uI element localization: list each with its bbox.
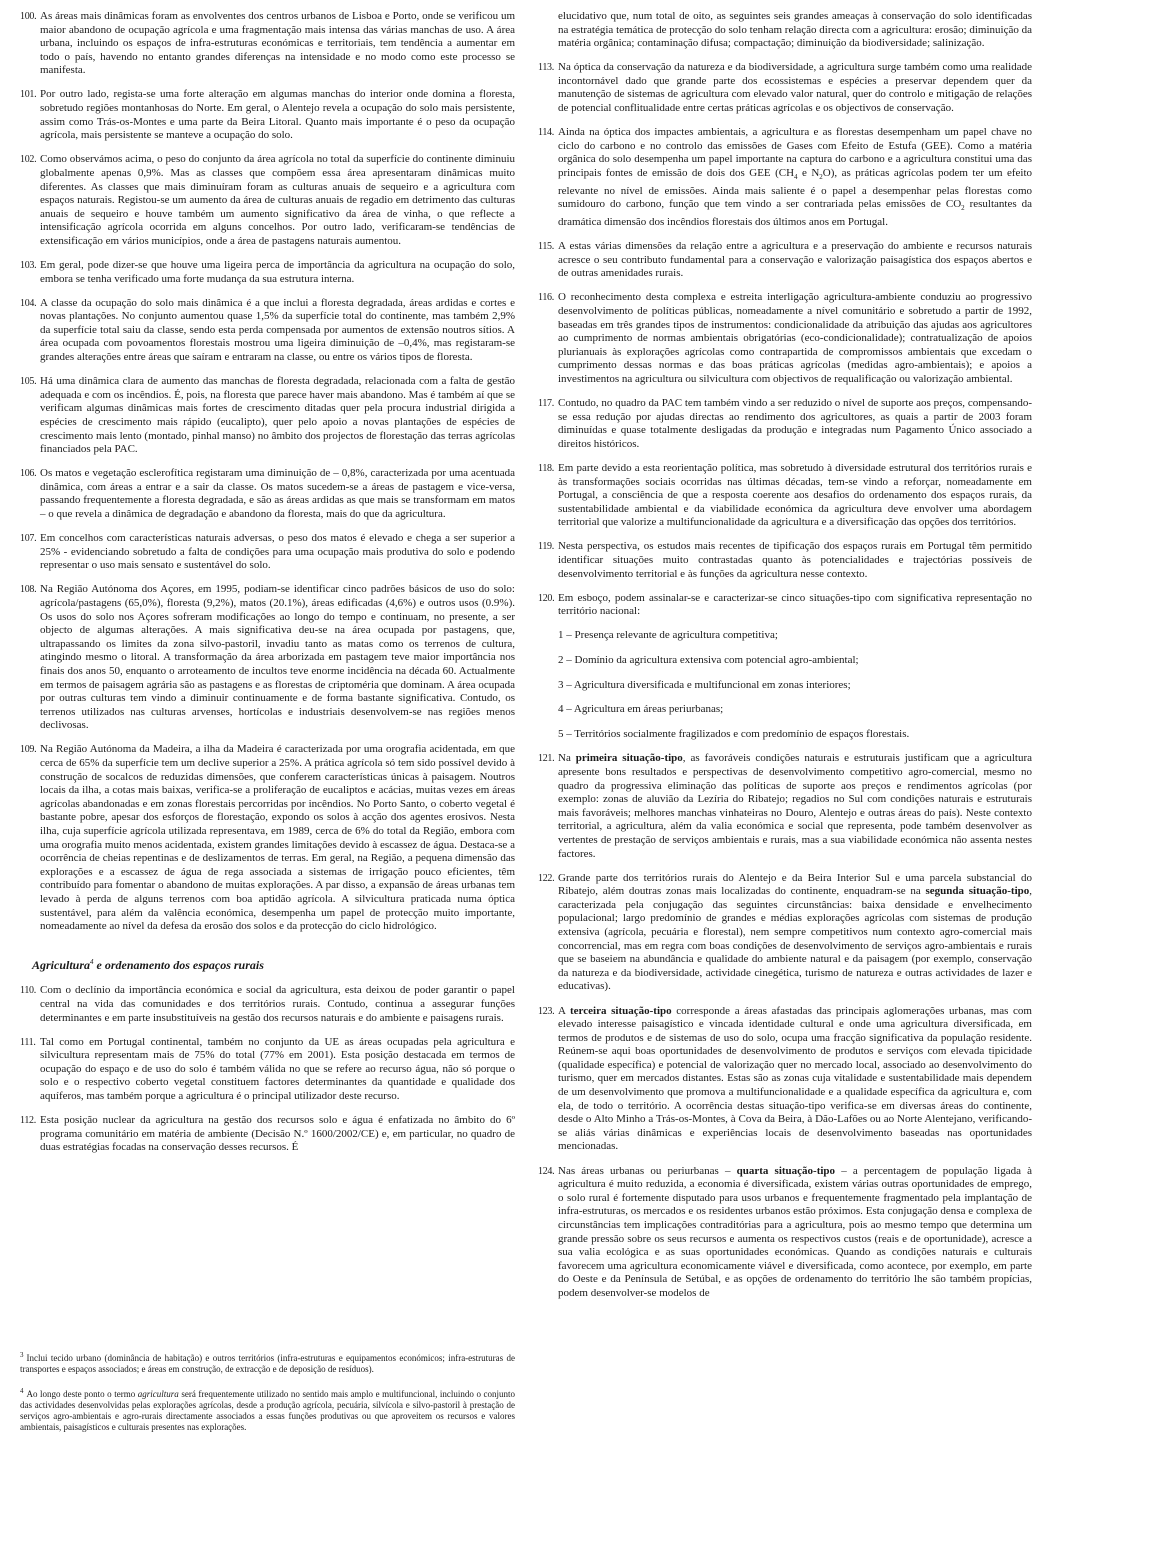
paragraph-text: Em concelhos com características naturais adversas, o peso dos matos é elevado e chega a ser superior a 25% - evidenciando sobretudo a falta de condições para uma ocupação mais produtiva do solo e podendo representar o uso mais sensato e sustentável do solo. xyxy=(40,532,515,572)
paragraph-text xyxy=(558,752,1032,861)
paragraph-text: Na óptica da conservação da natureza e da biodiversidade, a agricultura surge também como uma realidade incontornável dado que grande parte dos ecossistemas e espécies a preservar dependem quer da manutenção de sistemas de agricultura com elevado valor natural, quer do controlo e mitigação de relações de potencial conflitualidade entre certas práticas agrícolas e os objectivos de conservação. xyxy=(558,61,1032,115)
paragraph-text: Contudo, no quadro da PAC tem também vindo a ser reduzido o nível de suporte aos preços, compensando-se essa redução por ajudas directas ao rendimento dos agricultores, as quais a partir de 2003 foram diminuídas e quase totalmente desligadas da produção e integradas num Pagamento Único associado a direitos históricos. xyxy=(558,397,1032,450)
paragraph-text: As áreas mais dinâmicas foram as envolventes dos centros urbanos de Lisboa e Porto, onde se verificou um maior abandono de ocupação agrícola e uma fragmentação mais intensa das várias manchas de uso. A área urbana, incluindo os espaços de infra-estruturas económicas e territoriais, tem tendência a aumentar em todo o país, havendo no entanto grandes diferenças na intensidade e no modo como este processo se manifesta. xyxy=(40,10,515,77)
paragraph-105 xyxy=(20,375,515,457)
paragraph-text: elucidativo que, num total de oito, as seguintes seis grandes ameaças à conservação do solo identificadas na estratégia temática de protecção do solo tenham relação directa com a agricultura: erosão; diminuição da matéria orgânica; contaminação difusa; compactação; diminuição da biodiversidade; salinização. xyxy=(558,10,1032,50)
paragraph-text: Na Região Autónoma dos Açores, em 1995, podiam-se identificar cinco padrões básicos de uso do solo: agrícola/pastagens (65,0%), floresta (9,2%), matos (20.1%), áreas edificadas (4,6%) e outros usos (0.9%). Os usos do solo nos Açores sofreram modificações ao longo do tempo e continuam, no presente, a ser objecto de algumas alterações. A mais significativa deu-se na área ocupada por pastagens, que, ultrapassando os limites da zona silvo-pastoril, invadiu tanto as matas como os terrenos de cultura, atingindo mesmo o litoral. A transformação da área arborizada em pastagem teve maior importância nos finais dos anos 50, enquanto o arroteamento de incultos teve enorme incidência na década 60. Actualmente em termos de paisagem agrária são as pastagens e as florestas de criptoméria que dominam. A área ocupada por outras culturas tem vindo a diminuir continuamente e de forma bastante significativa. Contudo, os terrenos utilizados nas culturas arvenses, hortícolas e industriais desenvolvem-se nas regiões menos declivosas. xyxy=(40,583,515,732)
paragraph-116 xyxy=(538,291,1032,386)
paragraph-text xyxy=(558,1005,1032,1155)
paragraph-number: 123. xyxy=(538,1005,555,1017)
paragraph-number: 102. xyxy=(20,154,37,166)
paragraph-text: Nesta perspectiva, os estudos mais recentes de tipificação dos espaços rurais em Portugal têm permitido identificar situações muito contrastadas quanto às potencialidades e trajectórias possíveis de desenvolvimento territorial e às funções da agricultura nesse contexto. xyxy=(558,540,1032,580)
paragraph-number: 113. xyxy=(538,62,554,74)
paragraph-120 xyxy=(538,592,1032,619)
paragraph-text: A classe da ocupação do solo mais dinâmica é a que inclui a floresta degradada, áreas ardidas e cortes e novas plantações. No conjunto aumentou quase 1,5% da superfície total do continente, mas também 2,9% da superfície total saiu da classe, sendo esta perda compensada por aumentos de extensão noutros sítios. A área ocupada com povoamentos florestais mostrou uma ligeira diminuição de –0,4%, mas registaram-se grandes alterações entre áreas que saíram e entraram na classe, ou entre os vários tipos de floresta. xyxy=(40,296,515,364)
text-run: Na xyxy=(558,752,576,765)
paragraph-number: 107. xyxy=(20,533,37,545)
paragraph-number: 124. xyxy=(538,1165,555,1177)
text-run: resultantes da dramática dimensão dos incêndios florestais dos últimos anos em Portugal. xyxy=(558,198,1032,229)
left-column xyxy=(20,10,515,1165)
paragraph-text: A estas várias dimensões da relação entre a agricultura e a preservação do ambiente e recursos naturais acresce o seu contributo fundamental para a conservação e valorização paisagística dos espaços abertos e de outras amenidades rurais. xyxy=(558,240,1032,280)
paragraph-107 xyxy=(20,532,515,573)
text-run: corresponde a áreas afastadas das principais aglomerações urbanas, mas com elevado interesse paisagístico e vincada identidade cultural e onde uma agricultura diversificada, em termos de produtos e de sistemas de uso do solo, ocupa uma fracção significativa da população residente. Reúnem-se aqui boas oportunidades de desenvolvimento de produtos e serviços com elevada tipicidade (qualidade específica) e potencial de valorização quer no mercado local, associado ao desenvolvimento do turismo, quer em mercados distantes. Estas são as zonas cuja vitalidade e sustentabilidade mais dependem de um desenvolvimento que promova a multifuncionalidade e a qualidade específica da agricultura e, com ela, de todo o território. A ocorrência destas situação-tipo verifica-se em diversas áreas do continente, desde o Alto Minho a Trás-os-Montes, à Cova da Beira, à Dão-Lafões ou ao Norte Alentejano, verificando-se aliás várias dinâmicas e experiências locais de desenvolvimento baseadas nas oportunidades mencionadas. xyxy=(558,1004,1032,1153)
paragraph-104 xyxy=(20,297,515,365)
paragraph-number: 103. xyxy=(20,260,37,271)
situation-types-list xyxy=(558,629,1032,741)
paragraph-text: Esta posição nuclear da agricultura na gestão dos recursos solo e água é enfatizada no âmbito do 6º programa comunitário em matéria de ambiente (Decisão N.º 1600/2002/CE) e, em particular, no quadro de duas estratégias focadas na conservação desses recursos. É xyxy=(40,1114,515,1154)
paragraph-text: Os matos e vegetação esclerofítica registaram uma diminuição de – 0,8%, caracterizada por uma acentuada dinâmica, com áreas a entrar e a sair da classe. Os matos sucedem-se a áreas de pastagem e vice-versa, passando frequentemente a floresta degradada, e são as áreas ardidas as que mais se transformam em matos – o que revela a dinâmica de degradação e abandono da floresta, mais do que da agricultura. xyxy=(40,467,515,520)
list-item: 3 – Agricultura diversificada e multifuncional em zonas interiores; xyxy=(558,678,851,691)
subscript: 2 xyxy=(961,204,965,213)
paragraph-text: Na Região Autónoma da Madeira, a ilha da Madeira é caracterizada por uma orografia acidentada, em que cerca de 65% da superfície tem um declive superior a 25%. A prática agrícola só tem sido possível devido à construção de socalcos de reduzidas dimensões, que conferem características únicas à paisagem. Noutros locais da ilha, a cotas mais baixas, verifica-se a proliferação de eucaliptos e acácias, muitas vezes em áreas agrícolas abandonadas e em zonas florestais percorridas por incêndios. No Porto Santo, o coberto vegetal é bastante pobre, apesar dos esforços de florestação, expondo os solos à acção dos agentes erosivos. Nesta ilha, cuja superfície agrícola utilizada representava, em 1989, cerca de 6% do total da Região, embora com uma orografia muito menos acidentada, existem grandes limitações devido à escassez de água. Destaca-se a ocorrência de cheias repentinas e de deslizamentos de terras. Em geral, na Região, a pequena dimensão das explorações e a escassez de água de rega associada a sistemas de irrigação pouco eficientes, têm contribuído para fomentar o abandono de muitas explorações. A par disso, a expansão de áreas urbanas tem levado à perda de alguns terrenos com boa aptidão agrícola. A silvicultura praticada numa óptica sustentável, para além da valência económica, desempenha um papel de protecção muito importante, nomeadamente ao nível da defesa da erosão dos solos e da protecção do ciclo hidrológico. xyxy=(40,743,515,933)
right-column xyxy=(538,10,1032,1311)
paragraph-text: Com o declínio da importância económica e social da agricultura, esta deixou de poder garantir o papel central na vida das comunidades e dos territórios rurais. Contudo, continua a assegurar funções determinantes e em parte insubstituíveis na gestão dos recursos naturais e do ambiente e paisagens rurais. xyxy=(40,984,515,1024)
paragraph-text xyxy=(558,1165,1032,1301)
heading-rest: e ordenamento dos espaços rurais xyxy=(93,957,264,972)
paragraph-112 xyxy=(20,1114,515,1155)
paragraph-continuation xyxy=(538,10,1032,51)
bold-term: terceira situação-tipo xyxy=(570,1004,672,1017)
paragraph-number: 121. xyxy=(538,753,555,765)
paragraph-text: Por outro lado, regista-se uma forte alteração em algumas manchas do interior onde domina a floresta, sobretudo regiões montanhosas do Norte. Em geral, o Alentejo revela a ocupação do solo mais persistente, assim como Trás-os-Montes e uma parte da Beira Litoral. Quanto mais importante é o peso da ocupação agrícola, mais persistente se manteve a ocupação do solo. xyxy=(40,88,515,142)
text-run: e N xyxy=(797,166,820,179)
text-run: , as favoráveis condições naturais e estruturais justificam que a agricultura apresente bons resultados e perspectivas de desenvolvimento competitivo agro-comercial, mesmo no quadro da progressiva eliminação das políticas de suporte aos preços e rendimentos agrícolas (por exemplo: zonas de aluvião da Lezíria do Ribatejo; regadios no Sul com condições naturais e estruturais mais favoráveis; melhores manchas vinhateiras no Douro, Alentejo e outras áreas do país). Neste contexto territorial, a agricultura, além da valia económica e social que representa, pode também desenvolver as vertentes de prestação de serviços ambientais e rurais, mas a sua viabilidade económica não assenta nestes factores. xyxy=(558,752,1032,860)
paragraph-123 xyxy=(538,1005,1032,1155)
paragraph-106 xyxy=(20,467,515,521)
paragraph-group xyxy=(538,240,1032,619)
paragraph-number: 108. xyxy=(20,584,37,596)
subscript: 4 xyxy=(794,173,798,182)
text-run: Grande parte dos territórios rurais do Alentejo e da Beira Interior Sul e uma parcela substancial do Ribatejo, além doutras zonas mais localizadas do continente, enquadram-se na xyxy=(558,871,1032,898)
paragraph-number: 122. xyxy=(538,872,555,884)
paragraph-number: 114. xyxy=(538,127,554,139)
paragraph-102 xyxy=(20,153,515,248)
footnote-text: Inclui tecido urbano (dominância de habitação) e outros territórios (infra-estruturas e equipamentos económicos; infra-estruturas de transportes e espaços associados; e áreas em construção, de extracção e de deposição de resíduos). xyxy=(20,1353,515,1375)
list-item: 1 – Presença relevante de agricultura competitiva; xyxy=(558,629,778,642)
paragraph-number: 120. xyxy=(538,592,555,604)
paragraph-text: Em parte devido a esta reorientação política, mas sobretudo à diversidade estrutural dos territórios rurais e às transformações sociais ocorridas nas últimas décadas, tem-se vindo a reforçar, nomeadamente em Portugal, a consciência de que a resposta coerente aos desafios do ordenamento dos espaços rurais, da sustentabilidade ambiental e da viabilidade económica da agricultura deve envolver uma abordagem territorial que valorize a multifuncionalidade da agricultura e a diversificação das opções dos territórios. xyxy=(558,462,1032,529)
paragraph-group xyxy=(20,10,515,934)
bold-term: quarta situação-tipo xyxy=(736,1164,836,1177)
footnote-text: Ao longo deste ponto o termo xyxy=(26,1388,138,1399)
list-item: 2 – Domínio da agricultura extensiva com potencial agro-ambiental; xyxy=(558,654,859,667)
text-run: – a percentagem de população ligada à agricultura é muito reduzida, a economia é diversificada, existem várias outras oportunidades de emprego, o solo rural é fortemente disputado para usos urbanos e frequentemente fragmentado pela implantação de infra-estruturas, os mercados e os residentes urbanos estão próximos. Esta conjugação densa e complexa de circunstâncias tem implicações contraditórias para a agricultura, pois ao mesmo tempo que determina um grande pressão sobre os seus recursos e aumenta os respectivos custos (reais e de oportunidade), acresce a sua valia ecológica e as suas oportunidades económicas. Quando as condições naturais e culturais favorecem uma agricultura economicamente viável e diversificada, como acontece, por exemplo, em parte do Oeste e da Península de Setúbal, e as opções de ordenamento do território lhe são também propícias, podem desenvolver-se modelos de xyxy=(558,1164,1032,1299)
paragraph-text xyxy=(558,872,1032,994)
paragraph-number: 118. xyxy=(538,463,554,474)
paragraph-118 xyxy=(538,462,1032,530)
paragraph-119 xyxy=(538,540,1032,581)
footnote-3 xyxy=(20,1350,515,1376)
text-run: Nas áreas urbanas ou periurbanas – xyxy=(558,1164,737,1177)
paragraph-number: 112. xyxy=(20,1115,36,1127)
paragraph-number: 111. xyxy=(20,1036,36,1048)
footnote-4 xyxy=(20,1386,515,1434)
list-item: 5 – Territórios socialmente fragilizados e com predomínio de espaços florestais. xyxy=(558,727,910,740)
paragraph-108 xyxy=(20,583,515,733)
footnote-mark: 3 xyxy=(20,1351,24,1359)
paragraph-text: Em geral, pode dizer-se que houve uma ligeira perca de importância da agricultura na ocupação do solo, embora se tenha verificado uma forte mudança da sua estrutura interna. xyxy=(40,259,515,285)
paragraph-124 xyxy=(538,1165,1032,1301)
footnotes xyxy=(20,1350,515,1444)
paragraph-115 xyxy=(538,240,1032,281)
paragraph-number: 110. xyxy=(20,985,36,997)
paragraph-122 xyxy=(538,872,1032,994)
paragraph-number: 119. xyxy=(538,541,554,553)
subscript: 2 xyxy=(819,173,823,182)
bold-term: segunda situação-tipo xyxy=(925,885,1030,898)
text-run: Ainda na óptica dos impactes ambientais, a agricultura e as florestas desempenham um papel chave no ciclo do carbono e no controlo das emissões de Gases com Efeito de Estufa (GEE). Como a matéria orgânica do solo desempenha um papel importante na captura do carbono e a agricultura constitui uma das principais fontes de emissão de dois dos GEE (CH xyxy=(558,126,1032,179)
paragraph-number: 100. xyxy=(20,11,37,22)
paragraph-113 xyxy=(538,61,1032,115)
section-heading xyxy=(32,956,515,973)
paragraph-114 xyxy=(538,126,1032,230)
footnote-mark: 4 xyxy=(20,1386,24,1395)
paragraph-number: 109. xyxy=(20,744,37,756)
paragraph-121 xyxy=(538,752,1032,861)
heading-word: Agricultura xyxy=(32,957,91,972)
paragraph-number: 117. xyxy=(538,398,554,410)
footnote-italic-term: agricultura xyxy=(137,1388,179,1399)
paragraph-100 xyxy=(20,10,515,78)
footnote-ref: 4 xyxy=(90,957,94,966)
footnote-text: será frequentemente utilizado no sentido mais amplo e multifuncional, incluindo o conjunto das actividades desenvolvidas pelas explorações agrícolas, desde a produção agrícola, pecuária, silvícola e silvo-pastoril à prestação de serviços agro-ambientais e agro-rurais directamente associados a essas funções produtivas ou que aproveitem os recursos e valores ambientais, paisagísticos e culturais presentes nas explorações. xyxy=(20,1388,515,1433)
paragraph-103 xyxy=(20,259,515,286)
paragraph-number: 115. xyxy=(538,241,554,253)
paragraph-number: 101. xyxy=(20,89,37,101)
paragraph-text xyxy=(558,126,1032,230)
text-run: A xyxy=(558,1004,571,1017)
paragraph-111 xyxy=(20,1036,515,1104)
bold-term: primeira situação-tipo xyxy=(575,752,683,765)
paragraph-number: 116. xyxy=(538,292,554,304)
paragraph-117 xyxy=(538,397,1032,451)
paragraph-109 xyxy=(20,743,515,933)
paragraph-110 xyxy=(20,984,515,1025)
text-run: , caracterizada pela conjugação das seguintes circunstâncias: baixa densidade e envelhecimento populacional; largo predomínio de grandes e médias explorações agrícolas com sistemas de produção extensiva (agrícola, pecuária e florestal), nem sempre competitivos num contexto agro-comercial mais concorrencial, mas em regra com boas condições de desenvolvimento de serviços agro-ambientais e rurais que se baseiem na abundância e qualidade do ambiente natural e da paisagem (por exemplo, conservação da natureza e da biodiversidade, actividade cinegética, turismo de natureza e outras actividades de lazer e educativas). xyxy=(558,885,1032,993)
text-run: O), as práticas agrícolas podem ter um efeito relevante no nível de emissões. Ainda mais saliente é o papel a desempenhar pelas florestas como sumidouro do carbono, função que tem vindo a ser contrariada pelas emissões de CO xyxy=(558,166,1032,211)
paragraph-group xyxy=(20,984,515,1155)
paragraph-number: 106. xyxy=(20,468,37,480)
paragraph-text: O reconhecimento desta complexa e estreita interligação agricultura-ambiente conduziu ao progressivo desenvolvimento de políticas públicas, nomeadamente a nível comunitário e sobretudo a partir de 1992, baseadas em três grandes tipos de instrumentos: condicionalidade da atribuição das ajudas aos agricultores ao cumprimento de normas ambientais obrigatórias (eco-condicionalidade); contratualização de apoios plurianuais às explorações agrícolas como contrapartida de compromissos ambientais que excedam o cumprimento dessas normas e das boas práticas agrícolas (medidas agro-ambientais); e apoios a investimentos na agricultura ou silvicultura com objectivos de requalificação ou valorização ambiental. xyxy=(558,291,1032,386)
paragraph-101 xyxy=(20,88,515,142)
paragraph-number: 104. xyxy=(20,297,37,309)
paragraph-number: 105. xyxy=(20,376,37,388)
paragraph-text: Há uma dinâmica clara de aumento das manchas de floresta degradada, relacionada com a falta de gestão adequada e com os incêndios. É, pois, na floresta que parece haver mais abandono. Mas é também aí que se verificam algumas dinâmicas mais fortes de crescimento ditadas quer pela procura industrial dirigida a espécies de crescimento mais rápido (eucalipto), quer pelo apoio a novas plantações de espécies de crescimento mais lento (montado, pinhal manso) no âmbito dos projectos de florestação das terras agrícolas financiados pela PAC. xyxy=(40,375,515,456)
paragraph-text: Em esboço, podem assinalar-se e caracterizar-se cinco situações-tipo com significativa representação no território nacional: xyxy=(558,591,1032,618)
paragraph-text: Tal como em Portugal continental, também no conjunto da UE as áreas ocupadas pela agricultura e silvicultura representam mais de 75% do total (77% em 2001). Esta posição destacada em termos de ocupação do espaço e de uso do solo é também válida no que se refere ao recurso água, não só porque o solo e o respectivo coberto vegetal constituem factores determinantes da quantidade e qualidade dos aquíferos, mas também porque a agricultura é o principal utilizador deste recurso. xyxy=(40,1035,515,1102)
paragraph-text: Como observámos acima, o peso do conjunto da área agrícola no total da superfície do continente diminuiu globalmente apenas 0,9%. Mas as classes que compõem essa área apresentaram dinâmicas muito diferentes. As classes que mais diminuíram foram as culturas anuais de sequeiro e a agricultura com espaços naturais. Registou-se um aumento da área de culturas anuais de regadio em detrimento das culturas anuais de sequeiro e houve também um aumento significativo da área de vinha, o que reflecte a intensificação agrícola ocorrida em alguns concelhos. Por outro lado, verificaram-se tendências de extensificação em vários municípios, onde a área de pastagens naturais aumentou. xyxy=(40,153,515,247)
list-item: 4 – Agricultura em áreas periurbanas; xyxy=(558,703,724,716)
